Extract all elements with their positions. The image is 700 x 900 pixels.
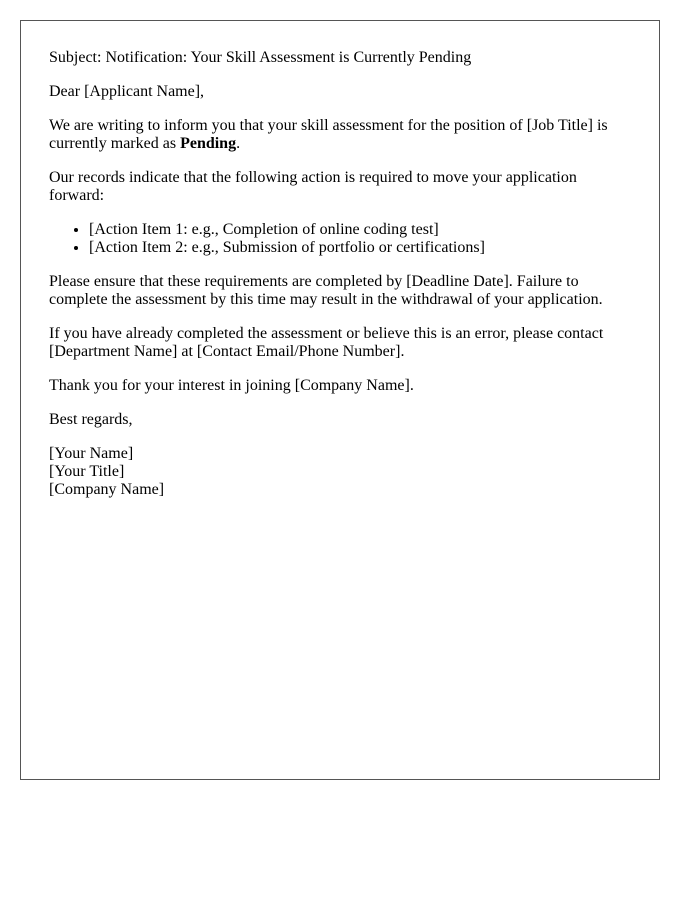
- records-paragraph: Our records indicate that the following action is required to move your application forward:: [49, 169, 577, 204]
- signature-company: [Company Name]: [49, 481, 165, 498]
- intro-paragraph: [49, 117, 631, 153]
- action-item: • [Action Item 1: e.g., Completion of online coding test]: [89, 221, 631, 239]
- intro-text: We are writing to inform you that your skill assessment for the position of [Job Title] is currently marked as: [49, 117, 608, 152]
- intro-period: .: [236, 135, 241, 152]
- status-pending: Pending: [180, 135, 237, 152]
- letter-subject: Subject: Notification: Your Skill Assessment is Currently Pending: [49, 49, 472, 66]
- action-item: • [Action Item 2: e.g., Submission of portfolio or certifications]: [89, 239, 631, 257]
- letter-greeting: Dear [Applicant Name],: [49, 83, 205, 100]
- action-items-list: [49, 221, 631, 257]
- signature-name: [Your Name]: [49, 445, 134, 462]
- signature-block: [49, 445, 631, 499]
- contact-paragraph: If you have already completed the assessment or believe this is an error, please contact [Department Name] at [Contact Email/Phone Number].: [49, 325, 604, 360]
- letter-container: [20, 20, 660, 780]
- signature-title: [Your Title]: [49, 463, 125, 480]
- thanks-paragraph: Thank you for your interest in joining [Company Name].: [49, 377, 414, 394]
- deadline-paragraph: Please ensure that these requirements are completed by [Deadline Date]. Failure to complete the assessment by this time may result in the withdrawal of your application.: [49, 273, 603, 308]
- closing-line: Best regards,: [49, 411, 133, 428]
